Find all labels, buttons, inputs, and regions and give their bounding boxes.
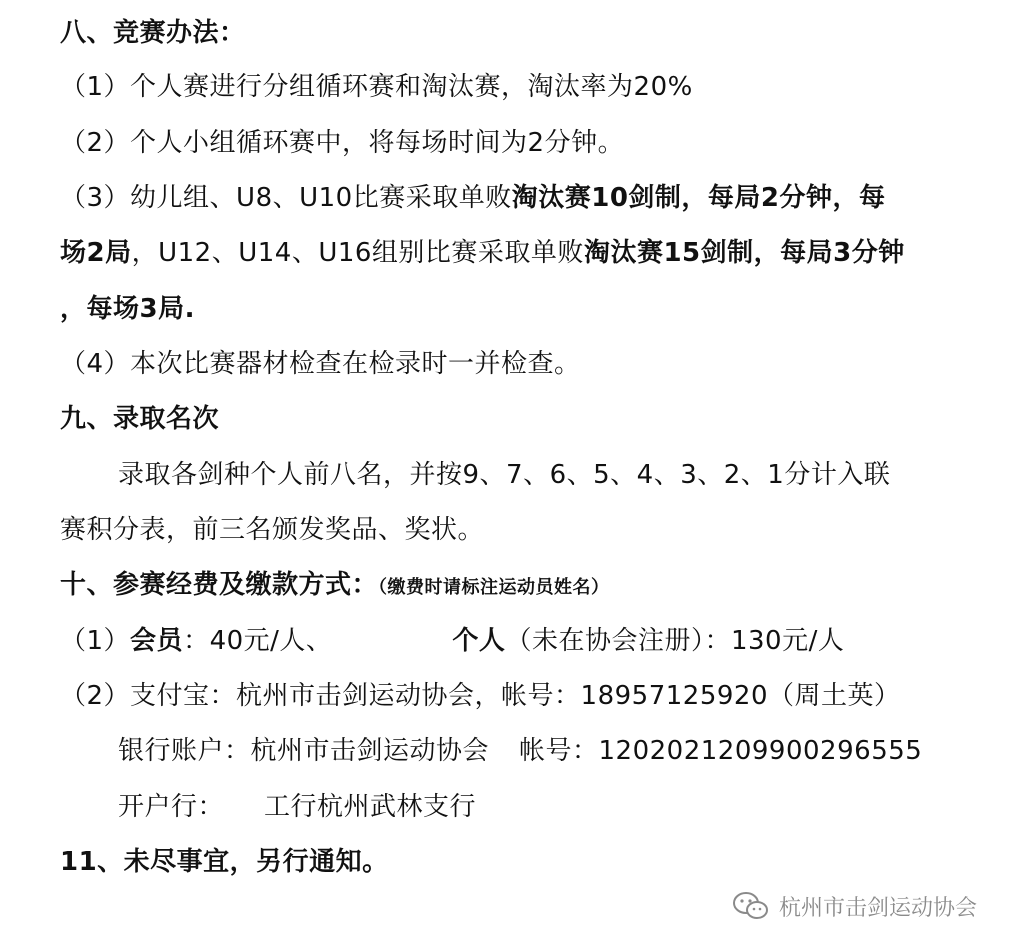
member-label: 会员 — [130, 626, 184, 656]
item-3-bold: 场2局 — [60, 238, 132, 268]
watermark-text: 杭州市击剑运动协会 — [778, 895, 977, 921]
bank-account-number: 帐号：1202021209900296555 — [519, 736, 923, 766]
fee-prefix: （1） — [60, 626, 131, 656]
wechat-icon — [731, 890, 771, 922]
section-9-heading: 九、录取名次 — [60, 404, 220, 434]
payment-note: （缴费时请标注运动员姓名） — [378, 577, 610, 598]
item-3-text: （3）幼儿组、U8、U10比赛采取单败 — [60, 183, 512, 213]
branch-label: 开户行： — [118, 792, 225, 822]
item-3-bold: 淘汰赛15剑制，每局3分钟 — [583, 238, 905, 268]
section-9-paragraph-line-2: 赛积分表，前三名颁发奖品、奖状。 — [60, 515, 485, 545]
section-8-item-1: （1）个人赛进行分组循环赛和淘汰赛，淘汰率为20% — [60, 72, 693, 102]
item-3-bold: 淘汰赛10剑制，每局2分钟，每 — [511, 183, 886, 213]
personal-label: 个人 — [452, 626, 506, 656]
fee-line — [60, 624, 844, 658]
branch-line — [118, 790, 476, 824]
section-8-heading: 八、竞赛办法： — [60, 18, 246, 48]
section-8-item-3-line-2 — [60, 236, 905, 270]
section-11-heading: 11、未尽事宜，另行通知。 — [60, 847, 389, 877]
section-10-heading-line — [60, 568, 610, 605]
section-8-item-4: （4）本次比赛器材检查在检录时一并检查。 — [60, 349, 581, 379]
section-8-item-2: （2）个人小组循环赛中，将每场时间为2分钟。 — [60, 128, 625, 158]
branch-name: 工行杭州武林支行 — [264, 792, 477, 822]
bank-line — [118, 734, 922, 768]
personal-fee: （未在协会注册）：130元/人 — [505, 626, 845, 656]
section-9-paragraph-line-1: 录取各剑种个人前八名，并按9、7、6、5、4、3、2、1分计入联 — [118, 460, 891, 490]
bank-account-label: 银行账户：杭州市击剑运动协会 — [118, 736, 490, 766]
member-fee: ：40元/人、 — [183, 626, 333, 656]
section-8-item-3-line-3: ，每场3局. — [60, 294, 195, 324]
section-10-heading: 十、参赛经费及缴款方式： — [60, 570, 379, 600]
section-8-item-3-line-1 — [60, 181, 886, 215]
item-3-text: ，U12、U14、U16组别比赛采取单败 — [131, 238, 584, 268]
alipay-line: （2）支付宝：杭州市击剑运动协会，帐号：18957125920（周土英） — [60, 681, 901, 711]
watermark — [731, 890, 977, 922]
